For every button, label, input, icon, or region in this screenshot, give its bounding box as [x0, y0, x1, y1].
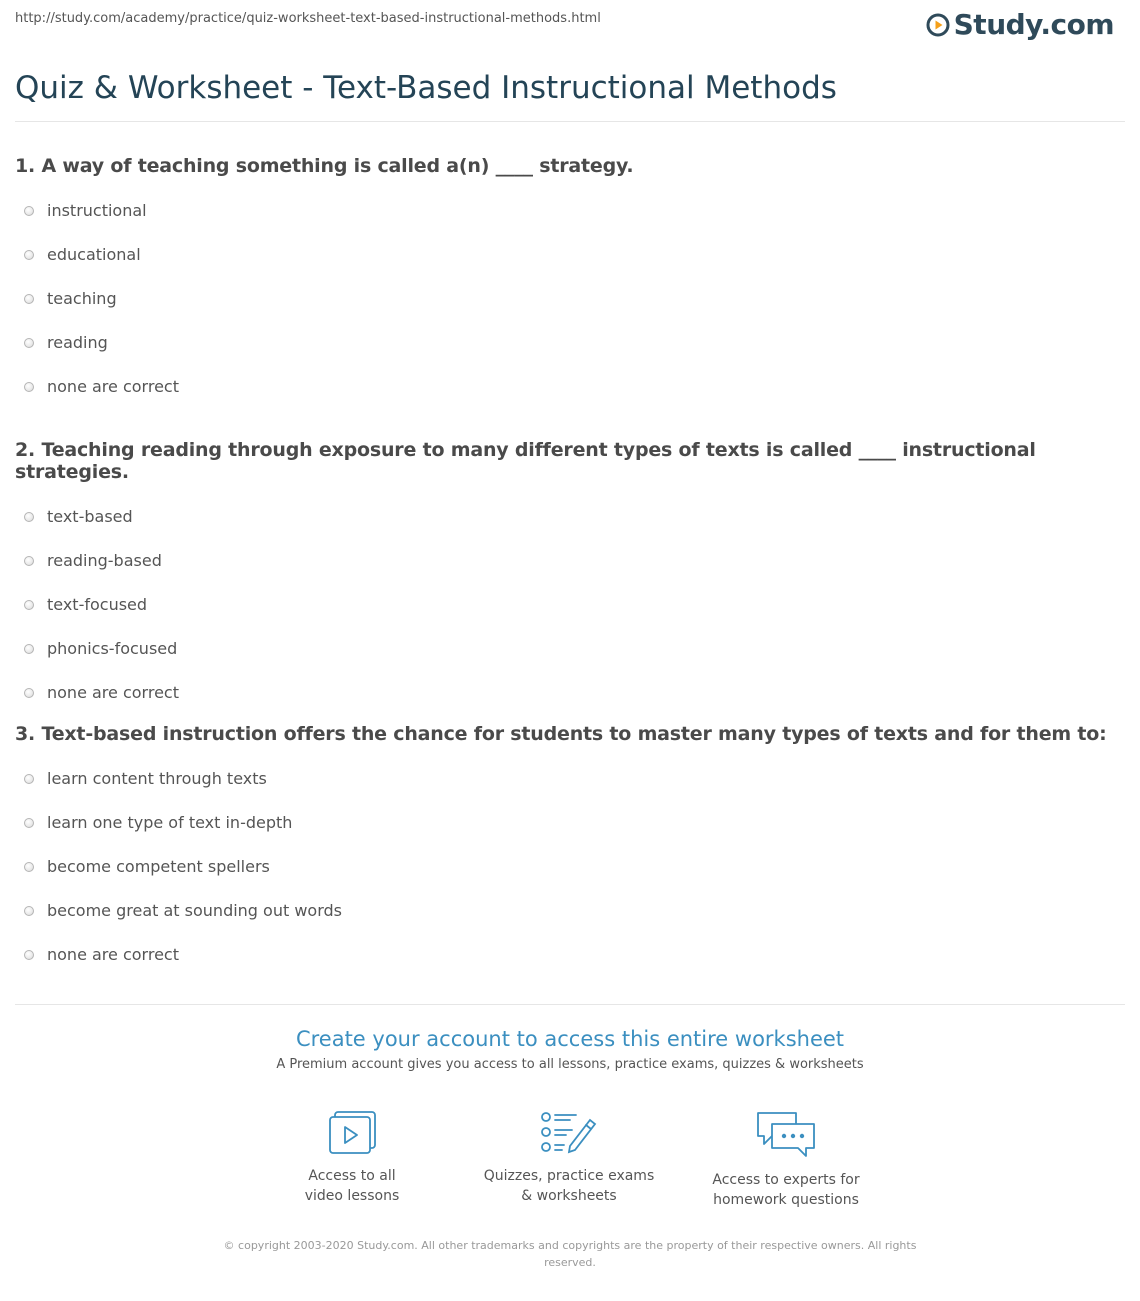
radio-button[interactable] — [24, 818, 34, 828]
answer-label: none are correct — [47, 683, 179, 702]
answer-option[interactable] — [15, 543, 1125, 587]
radio-button[interactable] — [24, 950, 34, 960]
answer-options — [15, 499, 1125, 719]
answer-label: phonics-focused — [47, 639, 178, 658]
page-url: http://study.com/academy/practice/quiz-worksheet-text-based-instructional-methods.html — [15, 11, 601, 26]
feature-label: Access to experts for homework questions — [712, 1172, 860, 1208]
radio-button[interactable] — [24, 862, 34, 872]
promo-divider — [15, 1004, 1125, 1005]
radio-button[interactable] — [24, 338, 34, 348]
question-1 — [15, 155, 1125, 413]
answer-option[interactable] — [15, 499, 1125, 543]
answer-label: none are correct — [47, 377, 179, 396]
radio-button[interactable] — [24, 906, 34, 916]
answer-label: learn one type of text in-depth — [47, 813, 293, 832]
answer-option[interactable] — [15, 587, 1125, 631]
feature-quizzes — [469, 1110, 669, 1206]
copyright-notice: © copyright 2003-2020 Study.com. All other trademarks and copyrights are the property of their respective owners. All rights reserved. — [223, 1239, 917, 1269]
answer-label: reading — [47, 333, 108, 352]
promo-subheading: A Premium account gives you access to all lessons, practice exams, quizzes & worksheets — [276, 1057, 864, 1072]
answer-option[interactable] — [15, 369, 1125, 413]
page-title: Quiz & Worksheet - Text-Based Instructional Methods — [15, 70, 837, 106]
question-text: 3. Text-based instruction offers the chance for students to master many types of texts and for them to: — [15, 723, 1107, 745]
radio-button[interactable] — [24, 294, 34, 304]
chat-bubbles-icon — [754, 1110, 818, 1160]
radio-button[interactable] — [24, 556, 34, 566]
answer-options — [15, 761, 1125, 981]
title-divider — [15, 121, 1125, 122]
answer-option[interactable] — [15, 237, 1125, 281]
answer-label: text-focused — [47, 595, 148, 614]
answer-option[interactable] — [15, 805, 1125, 849]
radio-button[interactable] — [24, 600, 34, 610]
answer-label: instructional — [47, 201, 147, 220]
question-text: 1. A way of teaching something is called a(n) ____ strategy. — [15, 155, 634, 177]
answer-option[interactable] — [15, 281, 1125, 325]
radio-button[interactable] — [24, 774, 34, 784]
answer-label: none are correct — [47, 945, 179, 964]
feature-label: Access to all video lessons — [304, 1168, 400, 1204]
answer-label: text-based — [47, 507, 133, 526]
radio-button[interactable] — [24, 644, 34, 654]
radio-button[interactable] — [24, 250, 34, 260]
answer-option[interactable] — [15, 193, 1125, 237]
answer-options — [15, 193, 1125, 413]
answer-option[interactable] — [15, 937, 1125, 981]
answer-option[interactable] — [15, 849, 1125, 893]
radio-button[interactable] — [24, 382, 34, 392]
question-3 — [15, 723, 1125, 981]
answer-option[interactable] — [15, 893, 1125, 937]
question-2 — [15, 439, 1125, 719]
radio-button[interactable] — [24, 688, 34, 698]
answer-label: educational — [47, 245, 141, 264]
radio-button[interactable] — [24, 512, 34, 522]
quiz-checklist-icon — [540, 1110, 598, 1156]
logo-text: Study.com — [953, 8, 1114, 41]
create-account-link[interactable]: Create your account to access this entire worksheet — [295, 1027, 845, 1051]
answer-label: reading-based — [47, 551, 162, 570]
answer-option[interactable] — [15, 675, 1125, 719]
feature-video-lessons — [252, 1110, 452, 1206]
study-logo[interactable] — [926, 8, 1114, 41]
answer-option[interactable] — [15, 761, 1125, 805]
answer-option[interactable] — [15, 631, 1125, 675]
play-circle-icon — [926, 13, 950, 37]
feature-label: Quizzes, practice exams & worksheets — [483, 1168, 655, 1204]
answer-label: teaching — [47, 289, 117, 308]
video-lessons-icon — [326, 1110, 378, 1156]
feature-experts — [686, 1110, 886, 1210]
radio-button[interactable] — [24, 206, 34, 216]
answer-label: become competent spellers — [47, 857, 270, 876]
question-text: 2. Teaching reading through exposure to many different types of texts is called ____ instructional strategies. — [15, 439, 1036, 483]
answer-option[interactable] — [15, 325, 1125, 369]
answer-label: learn content through texts — [47, 769, 267, 788]
answer-label: become great at sounding out words — [47, 901, 342, 920]
